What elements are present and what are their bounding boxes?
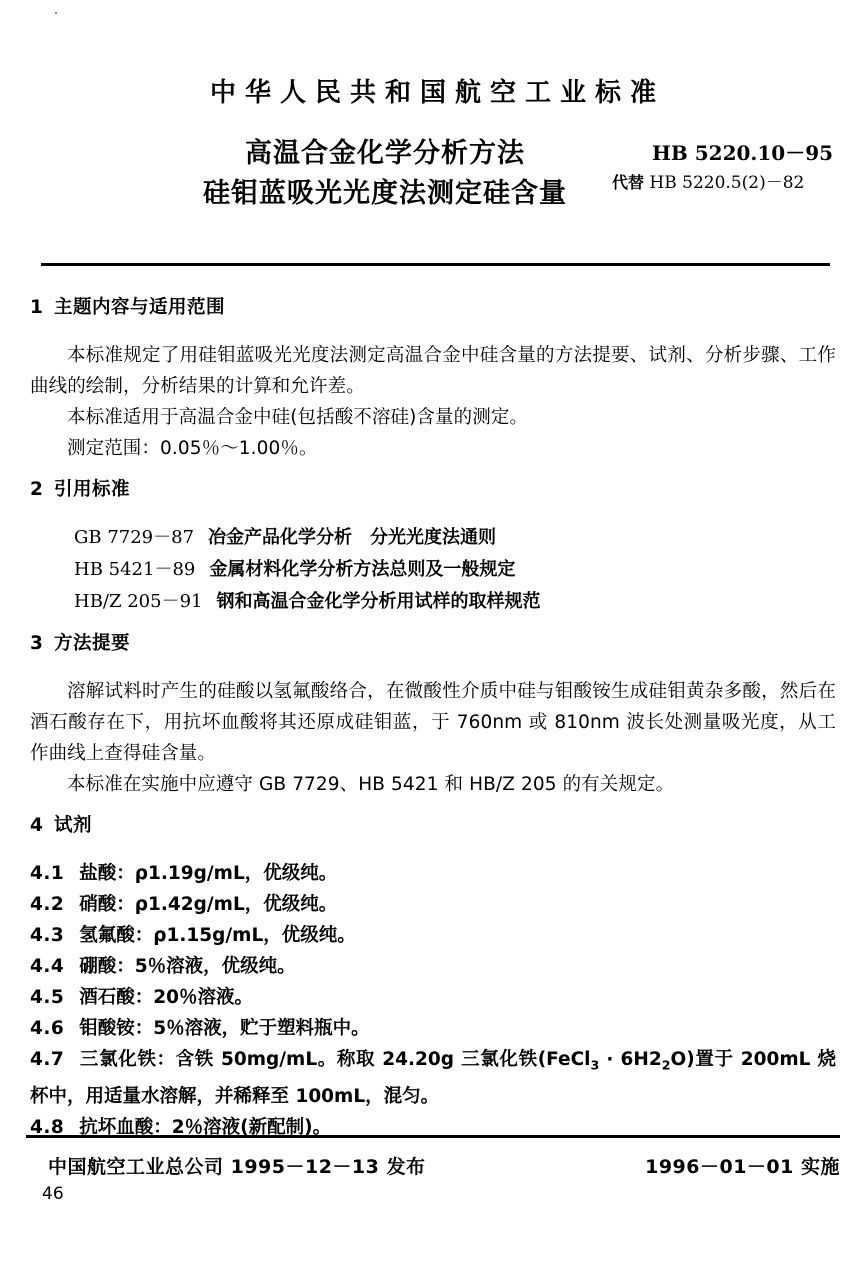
reference-code: GB 7729－87 bbox=[74, 527, 195, 548]
section-heading-3 bbox=[30, 632, 836, 656]
reagent-number: 4.2 bbox=[30, 894, 65, 915]
reagent-number: 4.5 bbox=[30, 987, 65, 1008]
page-number: 46 bbox=[42, 1184, 64, 1204]
title-line-1: 高温合金化学分析方法 bbox=[245, 138, 525, 169]
reference-list bbox=[30, 522, 836, 618]
section-1-paragraph-2: 本标准适用于高温合金中硅(包括酸不溶硅)含量的测定。 bbox=[67, 407, 529, 428]
reference-item bbox=[30, 522, 836, 554]
section-heading-2 bbox=[30, 478, 836, 502]
title-line-2: 硅钼蓝吸光光度法测定硅含量 bbox=[203, 178, 567, 209]
reagent-text: 抗坏血酸：2％溶液(新配制)。 bbox=[79, 1116, 332, 1138]
section-title-3: 方法提要 bbox=[54, 633, 131, 654]
section-1-paragraph-1: 本标准规定了用硅钼蓝吸光光度法测定高温合金中硅含量的方法提要、试剂、分析步骤、工作曲线的绘制，分析结果的计算和允许差。 bbox=[30, 345, 836, 397]
header-divider bbox=[41, 263, 830, 266]
reagent-text: 三氯化铁：含铁 50mg/mL。称取 24.20g 三氯化铁(FeCl$_3$ · $6H2_2O$)置于 200mL 烧杯中，用适量水溶解，并稀释至 100mL，混匀。 bbox=[30, 1049, 836, 1107]
section-3-paragraph-1: 溶解试料时产生的硅酸以氢氟酸络合，在微酸性介质中硅与钼酸铵生成硅钼黄杂多酸，然后在酒石酸存在下，用抗坏血酸将其还原成硅钼蓝，于 760nm 或 810nm 波长处测量吸光度，从工作曲线上查得硅含量。 bbox=[30, 681, 836, 764]
section-number-2: 2 bbox=[30, 479, 44, 500]
standard-number: HB 5220.10－95 bbox=[652, 141, 834, 165]
reference-code: HB 5421－89 bbox=[74, 559, 196, 580]
reagent-text: 钼酸铵：5％溶液，贮于塑料瓶中。 bbox=[79, 1018, 370, 1039]
replaces-label: 代替 bbox=[612, 173, 645, 192]
reagent-item bbox=[30, 920, 836, 951]
reagent-text: 氢氟酸：ρ1.15g/mL，优级纯。 bbox=[79, 925, 356, 946]
reagent-number: 4.6 bbox=[30, 1018, 65, 1039]
reagent-number: 4.4 bbox=[30, 956, 65, 977]
reference-item bbox=[30, 586, 836, 618]
reagent-item bbox=[30, 858, 836, 889]
reagent-item bbox=[30, 982, 836, 1013]
section-title-1: 主题内容与适用范围 bbox=[54, 297, 226, 318]
reagent-text: 硝酸：ρ1.42g/mL，优级纯。 bbox=[79, 894, 338, 915]
section-number-1: 1 bbox=[30, 297, 44, 318]
section-1-paragraph-3: 测定范围：0.05％～1.00％。 bbox=[67, 438, 318, 459]
reference-code: HB/Z 205－91 bbox=[74, 591, 203, 612]
reference-desc-extra: 分光光度法通则 bbox=[370, 527, 497, 548]
footer-divider bbox=[26, 1135, 840, 1138]
organization-line: 中华人民共和国航空工业标准 bbox=[209, 78, 665, 108]
reagent-number: 4.1 bbox=[30, 863, 65, 884]
section-number-3: 3 bbox=[30, 633, 44, 654]
effective-date-line: 1996－01－01 实施 bbox=[645, 1156, 840, 1178]
reagent-item bbox=[30, 1112, 836, 1143]
section-title-2: 引用标准 bbox=[54, 479, 131, 500]
reagent-list bbox=[30, 858, 836, 1143]
reagent-item bbox=[30, 1044, 836, 1112]
issuer-line: 中国航空工业总公司 1995－12－13 发布 bbox=[48, 1156, 426, 1178]
document-body bbox=[30, 296, 836, 1143]
reagent-text: 硼酸：5％溶液，优级纯。 bbox=[79, 956, 296, 977]
document-title bbox=[150, 134, 620, 214]
section-3-paragraph-2: 本标准在实施中应遵守 GB 7729、HB 5421 和 HB/Z 205 的有关规定。 bbox=[67, 774, 675, 795]
page-footer bbox=[30, 1152, 840, 1212]
reagent-text: 盐酸：ρ1.19g/mL，优级纯。 bbox=[79, 863, 338, 884]
reference-item bbox=[30, 554, 836, 586]
reagent-item bbox=[30, 889, 836, 920]
reference-desc: 冶金产品化学分析 bbox=[208, 527, 353, 548]
section-number-4: 4 bbox=[30, 815, 44, 836]
standard-code-block bbox=[612, 140, 862, 196]
replaces-code: HB 5220.5(2)－82 bbox=[649, 173, 805, 193]
section-heading-1 bbox=[30, 296, 836, 320]
section-title-4: 试剂 bbox=[54, 815, 93, 836]
replaces-line bbox=[612, 170, 862, 196]
reagent-number: 4.8 bbox=[30, 1116, 65, 1138]
section-heading-4 bbox=[30, 814, 836, 838]
scan-speck bbox=[55, 12, 57, 14]
reagent-item bbox=[30, 1013, 836, 1044]
reference-desc: 金属材料化学分析方法总则及一般规定 bbox=[209, 559, 516, 580]
reagent-text: 酒石酸：20％溶液。 bbox=[79, 987, 254, 1008]
reference-desc: 钢和高温合金化学分析用试样的取样规范 bbox=[216, 591, 541, 612]
reagent-number: 4.7 bbox=[30, 1049, 65, 1070]
reagent-item bbox=[30, 951, 836, 982]
reagent-number: 4.3 bbox=[30, 925, 65, 946]
